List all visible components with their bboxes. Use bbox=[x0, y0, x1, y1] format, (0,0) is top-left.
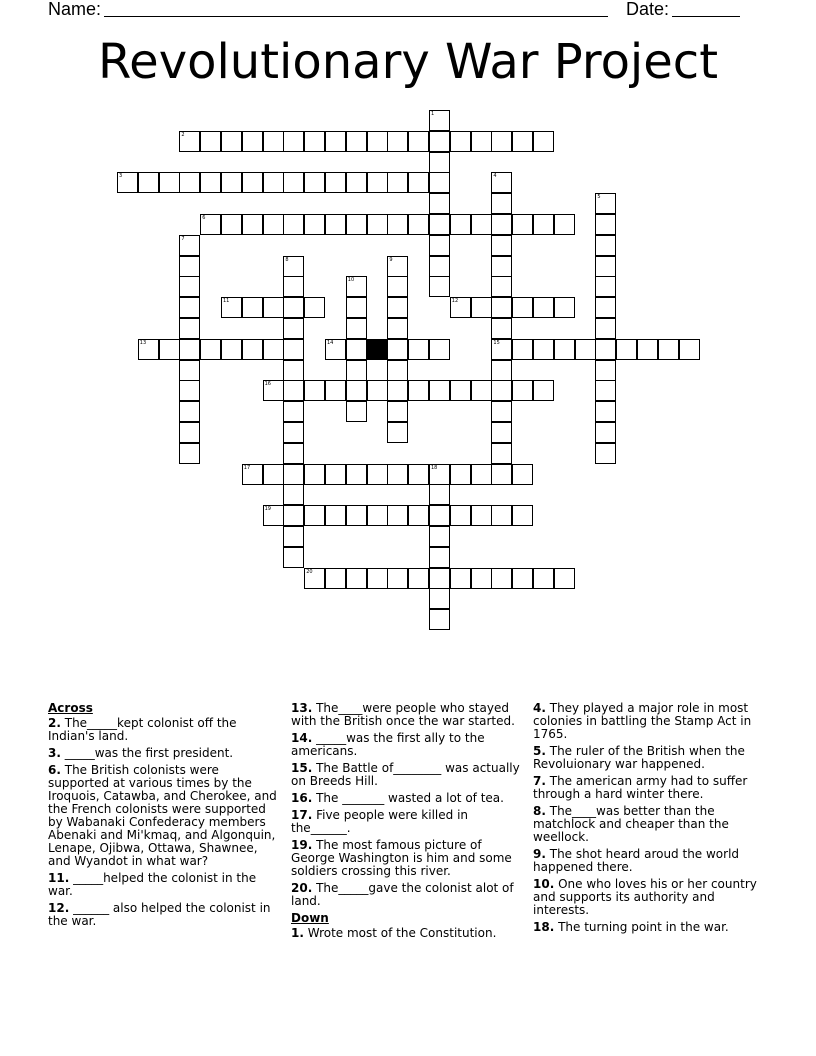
clues-column-2 bbox=[291, 702, 523, 944]
crossword-cell[interactable] bbox=[491, 235, 512, 256]
crossword-cell[interactable] bbox=[263, 172, 284, 193]
name-label: Name: bbox=[48, 0, 102, 19]
clue-item-text: The Battle of________ was actually on Breeds Hill. bbox=[291, 761, 520, 788]
clue-item-text: _____was the first ally to the americans. bbox=[291, 731, 485, 758]
crossword-cell[interactable] bbox=[283, 422, 304, 443]
crossword-cell[interactable] bbox=[346, 401, 367, 422]
crossword-cell[interactable] bbox=[429, 505, 450, 526]
crossword-cell[interactable] bbox=[304, 214, 325, 235]
crossword-cell[interactable] bbox=[554, 297, 575, 318]
clue-item-text: The____was better than the matchlock and cheaper than the weellock. bbox=[533, 804, 729, 844]
clue-item-number: 5. bbox=[533, 744, 546, 758]
clue-item bbox=[533, 921, 758, 934]
crossword-cell[interactable] bbox=[346, 318, 367, 339]
crossword-cell[interactable] bbox=[200, 339, 221, 360]
crossword-cell[interactable] bbox=[512, 131, 533, 152]
clue-item-text: They played a major role in most colonies in battling the Stamp Act in 1765. bbox=[533, 701, 752, 741]
crossword-cell[interactable] bbox=[429, 110, 450, 131]
crossword-cell[interactable] bbox=[595, 297, 616, 318]
crossword-cell[interactable] bbox=[283, 443, 304, 464]
crossword-cell[interactable] bbox=[512, 505, 533, 526]
clue-item-text: The turning point in the war. bbox=[554, 920, 729, 934]
crossword-cell[interactable] bbox=[221, 339, 242, 360]
crossword-cell[interactable] bbox=[283, 464, 304, 485]
crossword-cell[interactable] bbox=[595, 235, 616, 256]
clue-item-text: The ruler of the British when the Revoluionary war happened. bbox=[533, 744, 745, 771]
crossword-cell[interactable] bbox=[387, 380, 408, 401]
crossword-cell[interactable] bbox=[595, 256, 616, 277]
crossword-cell[interactable] bbox=[554, 568, 575, 589]
clue-item-text: The shot heard aroud the world happened there. bbox=[533, 847, 740, 874]
crossword-cell[interactable] bbox=[408, 380, 429, 401]
crossword-cell[interactable] bbox=[387, 422, 408, 443]
crossword-cell[interactable] bbox=[179, 256, 200, 277]
crossword-cell[interactable] bbox=[429, 526, 450, 547]
crossword-cell[interactable] bbox=[387, 214, 408, 235]
crossword-cell[interactable] bbox=[408, 339, 429, 360]
crossword-cell[interactable] bbox=[179, 276, 200, 297]
crossword-cell[interactable] bbox=[533, 568, 554, 589]
crossword-cell[interactable] bbox=[387, 360, 408, 381]
crossword-cell[interactable] bbox=[138, 339, 159, 360]
crossword-cell[interactable] bbox=[679, 339, 700, 360]
crossword-black-cell bbox=[367, 339, 388, 360]
clue-item-text: The_____gave the colonist alot of land. bbox=[291, 881, 514, 908]
crossword-cell[interactable] bbox=[221, 172, 242, 193]
crossword-cell[interactable] bbox=[387, 172, 408, 193]
crossword-cell[interactable] bbox=[491, 505, 512, 526]
crossword-cell[interactable] bbox=[346, 297, 367, 318]
crossword-cell[interactable] bbox=[283, 401, 304, 422]
crossword-cell[interactable] bbox=[595, 276, 616, 297]
crossword-cell[interactable] bbox=[263, 297, 284, 318]
crossword-cell[interactable] bbox=[367, 131, 388, 152]
crossword-cell[interactable] bbox=[595, 193, 616, 214]
crossword-cell[interactable] bbox=[221, 297, 242, 318]
clue-number: 3 bbox=[119, 173, 123, 180]
crossword-cell[interactable] bbox=[471, 380, 492, 401]
clue-number: 1 bbox=[431, 111, 435, 117]
crossword-cell[interactable] bbox=[491, 318, 512, 339]
crossword-cell[interactable] bbox=[533, 380, 554, 401]
clue-number: 13 bbox=[139, 339, 147, 346]
clue-item bbox=[291, 927, 523, 940]
crossword-cell[interactable] bbox=[387, 339, 408, 360]
crossword-cell[interactable] bbox=[450, 380, 471, 401]
crossword-cell[interactable] bbox=[304, 297, 325, 318]
crossword-cell[interactable] bbox=[491, 339, 512, 360]
clue-item-text: The american army had to suffer through a hard winter there. bbox=[533, 774, 748, 801]
crossword-cell[interactable] bbox=[242, 339, 263, 360]
crossword-cell[interactable] bbox=[387, 297, 408, 318]
clue-item-text: Wrote most of the Constitution. bbox=[303, 926, 497, 940]
crossword-cell[interactable] bbox=[346, 464, 367, 485]
crossword-cell[interactable] bbox=[346, 380, 367, 401]
crossword-cell[interactable] bbox=[283, 172, 304, 193]
crossword-cell[interactable] bbox=[387, 276, 408, 297]
clue-item bbox=[291, 809, 523, 835]
crossword-cell[interactable] bbox=[429, 193, 450, 214]
crossword-cell[interactable] bbox=[179, 172, 200, 193]
crossword-cell[interactable] bbox=[346, 568, 367, 589]
crossword-cell[interactable] bbox=[367, 214, 388, 235]
crossword-cell[interactable] bbox=[242, 172, 263, 193]
crossword-cell[interactable] bbox=[283, 297, 304, 318]
clue-number: 10 bbox=[347, 277, 355, 284]
crossword-cell[interactable] bbox=[512, 214, 533, 235]
clue-item-number: 3. bbox=[48, 746, 61, 760]
clues-column-3 bbox=[533, 702, 758, 938]
crossword-cell[interactable] bbox=[512, 568, 533, 589]
clue-number: 17 bbox=[243, 464, 251, 471]
crossword-cell[interactable] bbox=[304, 172, 325, 193]
down-heading: Down bbox=[291, 911, 329, 925]
crossword-cell[interactable] bbox=[491, 568, 512, 589]
crossword-cell[interactable] bbox=[491, 401, 512, 422]
crossword-cell[interactable] bbox=[595, 360, 616, 381]
crossword-cell[interactable] bbox=[387, 568, 408, 589]
clue-item bbox=[291, 839, 523, 878]
crossword-cell[interactable] bbox=[512, 297, 533, 318]
clue-item bbox=[533, 745, 758, 771]
crossword-cell[interactable] bbox=[595, 318, 616, 339]
clue-number: 2 bbox=[181, 131, 185, 138]
crossword-cell[interactable] bbox=[283, 318, 304, 339]
crossword-cell[interactable] bbox=[304, 464, 325, 485]
crossword-cell[interactable] bbox=[179, 131, 200, 152]
crossword-cell[interactable] bbox=[283, 380, 304, 401]
crossword-cell[interactable] bbox=[491, 214, 512, 235]
crossword-cell[interactable] bbox=[471, 505, 492, 526]
crossword-cell[interactable] bbox=[491, 276, 512, 297]
crossword-cell[interactable] bbox=[263, 380, 284, 401]
crossword-cell[interactable] bbox=[595, 214, 616, 235]
crossword-cell[interactable] bbox=[450, 568, 471, 589]
clue-item-number: 19. bbox=[291, 838, 313, 852]
across-heading: Across bbox=[48, 701, 93, 715]
crossword-cell[interactable] bbox=[387, 256, 408, 277]
clue-number: 5 bbox=[597, 194, 601, 201]
clue-item-text: _____helped the colonist in the war. bbox=[48, 871, 257, 898]
clue-item bbox=[291, 792, 523, 805]
crossword-cell[interactable] bbox=[346, 172, 367, 193]
page-title: Revolutionary War Project bbox=[97, 34, 719, 90]
clue-item bbox=[48, 747, 280, 760]
crossword-cell[interactable] bbox=[283, 131, 304, 152]
crossword-cell[interactable] bbox=[554, 339, 575, 360]
clue-item-number: 16. bbox=[291, 791, 313, 805]
crossword-cell[interactable] bbox=[533, 339, 554, 360]
crossword-cell[interactable] bbox=[575, 339, 596, 360]
crossword-cell[interactable] bbox=[387, 318, 408, 339]
clue-item-text: _____was the first president. bbox=[60, 746, 234, 760]
clue-item-number: 12. bbox=[48, 901, 70, 915]
crossword-cell[interactable] bbox=[117, 172, 138, 193]
crossword-cell[interactable] bbox=[367, 172, 388, 193]
crossword-cell[interactable] bbox=[179, 422, 200, 443]
crossword-cell[interactable] bbox=[512, 339, 533, 360]
clue-item-text: The _______ wasted a lot of tea. bbox=[312, 791, 504, 805]
crossword-cell[interactable] bbox=[491, 422, 512, 443]
crossword-cell[interactable] bbox=[283, 214, 304, 235]
crossword-cell[interactable] bbox=[346, 505, 367, 526]
crossword-cell[interactable] bbox=[387, 131, 408, 152]
crossword-cell[interactable] bbox=[491, 360, 512, 381]
clue-number: 9 bbox=[389, 256, 393, 263]
clue-number: 4 bbox=[493, 173, 497, 180]
clue-number: 20 bbox=[306, 568, 313, 575]
crossword-cell[interactable] bbox=[283, 339, 304, 360]
crossword-cell[interactable] bbox=[429, 339, 450, 360]
crossword-cell[interactable] bbox=[200, 131, 221, 152]
clue-item-text: The_____kept colonist off the Indian's land. bbox=[48, 716, 237, 743]
crossword-cell[interactable] bbox=[325, 380, 346, 401]
crossword-cell[interactable] bbox=[304, 131, 325, 152]
crossword-cell[interactable] bbox=[387, 505, 408, 526]
clue-number: 14 bbox=[327, 339, 334, 346]
crossword-cell[interactable] bbox=[263, 214, 284, 235]
crossword-cell[interactable] bbox=[429, 152, 450, 173]
crossword-cell[interactable] bbox=[450, 297, 471, 318]
crossword-cell[interactable] bbox=[429, 568, 450, 589]
crossword-cell[interactable] bbox=[491, 193, 512, 214]
crossword-cell[interactable] bbox=[387, 464, 408, 485]
crossword-cell[interactable] bbox=[242, 214, 263, 235]
crossword-cell[interactable] bbox=[450, 505, 471, 526]
crossword-cell[interactable] bbox=[200, 214, 221, 235]
clue-item bbox=[48, 902, 280, 928]
clue-number: 7 bbox=[181, 235, 185, 242]
clue-number: 8 bbox=[285, 256, 289, 263]
clue-item bbox=[533, 878, 758, 917]
clue-item-number: 2. bbox=[48, 716, 61, 730]
crossword-cell[interactable] bbox=[450, 131, 471, 152]
clue-item-number: 17. bbox=[291, 808, 313, 822]
crossword-cell[interactable] bbox=[491, 256, 512, 277]
crossword-cell[interactable] bbox=[450, 214, 471, 235]
clue-item-number: 1. bbox=[291, 926, 304, 940]
crossword-cell[interactable] bbox=[408, 131, 429, 152]
crossword-cell[interactable] bbox=[491, 172, 512, 193]
crossword-cell[interactable] bbox=[367, 380, 388, 401]
crossword-cell[interactable] bbox=[491, 380, 512, 401]
crossword-cell[interactable] bbox=[138, 172, 159, 193]
clue-item-number: 10. bbox=[533, 877, 555, 891]
clue-item-number: 9. bbox=[533, 847, 546, 861]
clue-number: 16 bbox=[264, 381, 271, 388]
crossword-cell[interactable] bbox=[304, 380, 325, 401]
crossword-cell[interactable] bbox=[242, 131, 263, 152]
clue-item bbox=[48, 717, 280, 743]
clue-item bbox=[291, 882, 523, 908]
crossword-cell[interactable] bbox=[200, 172, 221, 193]
clue-item-text: Five people were killed in the______. bbox=[291, 808, 469, 835]
clue-item bbox=[48, 872, 280, 898]
crossword-cell[interactable] bbox=[242, 297, 263, 318]
clue-item bbox=[533, 805, 758, 844]
crossword-cell[interactable] bbox=[346, 276, 367, 297]
clue-item-number: 13. bbox=[291, 701, 313, 715]
crossword-cell[interactable] bbox=[616, 339, 637, 360]
clue-number: 12 bbox=[451, 298, 459, 305]
crossword-cell[interactable] bbox=[554, 214, 575, 235]
crossword-cell[interactable] bbox=[325, 214, 346, 235]
crossword-cell[interactable] bbox=[325, 339, 346, 360]
crossword-cell[interactable] bbox=[159, 339, 180, 360]
date-label: Date: bbox=[626, 0, 670, 19]
crossword-cell[interactable] bbox=[471, 131, 492, 152]
crossword-cell[interactable] bbox=[367, 568, 388, 589]
crossword-cell[interactable] bbox=[325, 568, 346, 589]
crossword-cell[interactable] bbox=[429, 464, 450, 485]
crossword-cell[interactable] bbox=[429, 276, 450, 297]
crossword-cell[interactable] bbox=[450, 464, 471, 485]
crossword-cell[interactable] bbox=[263, 464, 284, 485]
crossword-cell[interactable] bbox=[346, 214, 367, 235]
crossword-cell[interactable] bbox=[471, 568, 492, 589]
crossword-cell[interactable] bbox=[533, 297, 554, 318]
clue-number: 11 bbox=[223, 298, 230, 305]
crossword-cell[interactable] bbox=[471, 297, 492, 318]
clue-item-text: The British colonists were supported at various times by the Iroquois, Catawba, and Cherokee, and the French colonists were supported by Wabanaki Confederacy members Abenaki and Mi'kmaq, and Algonquin, Lenape, Ojibwa, Ottawa, Shawnee, and Wyandot in what war? bbox=[48, 763, 277, 868]
crossword-cell[interactable] bbox=[429, 547, 450, 568]
crossword-cell[interactable] bbox=[325, 172, 346, 193]
crossword-cell[interactable] bbox=[263, 505, 284, 526]
crossword-cell[interactable] bbox=[429, 172, 450, 193]
clues-column-1 bbox=[48, 702, 280, 932]
clue-number: 6 bbox=[202, 215, 206, 221]
crossword-cell[interactable] bbox=[367, 505, 388, 526]
crossword-cell[interactable] bbox=[429, 214, 450, 235]
clue-item-number: 14. bbox=[291, 731, 313, 745]
crossword-cell[interactable] bbox=[595, 380, 616, 401]
crossword-cell[interactable] bbox=[346, 131, 367, 152]
crossword-cell[interactable] bbox=[595, 422, 616, 443]
clue-item bbox=[533, 775, 758, 801]
clue-item bbox=[291, 762, 523, 788]
crossword-cell[interactable] bbox=[429, 235, 450, 256]
clue-item-number: 4. bbox=[533, 701, 546, 715]
crossword-cell[interactable] bbox=[429, 609, 450, 630]
crossword-cell[interactable] bbox=[283, 360, 304, 381]
crossword-cell[interactable] bbox=[283, 547, 304, 568]
crossword-cell[interactable] bbox=[179, 318, 200, 339]
crossword-cell[interactable] bbox=[346, 339, 367, 360]
crossword-cell[interactable] bbox=[179, 401, 200, 422]
crossword-cell[interactable] bbox=[221, 131, 242, 152]
crossword-cell[interactable] bbox=[429, 380, 450, 401]
crossword-cell[interactable] bbox=[221, 214, 242, 235]
crossword-cell[interactable] bbox=[491, 131, 512, 152]
crossword-cell[interactable] bbox=[512, 380, 533, 401]
clue-number: 18 bbox=[431, 464, 438, 471]
crossword-cell[interactable] bbox=[325, 505, 346, 526]
crossword-cell[interactable] bbox=[491, 443, 512, 464]
crossword-cell[interactable] bbox=[263, 339, 284, 360]
crossword-cell[interactable] bbox=[533, 131, 554, 152]
clue-number: 15 bbox=[493, 339, 500, 346]
crossword-cell[interactable] bbox=[367, 464, 388, 485]
clue-item-number: 18. bbox=[533, 920, 555, 934]
crossword-cell[interactable] bbox=[491, 297, 512, 318]
clue-item-text: The____were people who stayed with the British once the war started. bbox=[291, 701, 515, 728]
crossword-cell[interactable] bbox=[408, 568, 429, 589]
crossword-cell[interactable] bbox=[179, 443, 200, 464]
clue-item-number: 20. bbox=[291, 881, 313, 895]
crossword-cell[interactable] bbox=[658, 339, 679, 360]
clue-item-number: 8. bbox=[533, 804, 546, 818]
clue-item-number: 11. bbox=[48, 871, 70, 885]
crossword-cell[interactable] bbox=[491, 464, 512, 485]
crossword-cell[interactable] bbox=[471, 464, 492, 485]
crossword-cell[interactable] bbox=[159, 172, 180, 193]
crossword-cell[interactable] bbox=[283, 526, 304, 547]
clue-item-number: 15. bbox=[291, 761, 313, 775]
clue-item-text: ______ also helped the colonist in the war. bbox=[48, 901, 271, 928]
crossword-cell[interactable] bbox=[429, 588, 450, 609]
crossword-cell[interactable] bbox=[595, 443, 616, 464]
crossword-cell[interactable] bbox=[179, 339, 200, 360]
crossword-cell[interactable] bbox=[408, 505, 429, 526]
crossword-cell[interactable] bbox=[283, 276, 304, 297]
crossword-cell[interactable] bbox=[595, 339, 616, 360]
clue-item bbox=[533, 848, 758, 874]
crossword-cell[interactable] bbox=[533, 214, 554, 235]
crossword-cell[interactable] bbox=[637, 339, 658, 360]
clue-item-number: 6. bbox=[48, 763, 61, 777]
crossword-cell[interactable] bbox=[242, 464, 263, 485]
crossword-cell[interactable] bbox=[283, 505, 304, 526]
crossword-cell[interactable] bbox=[429, 131, 450, 152]
crossword-cell[interactable] bbox=[283, 256, 304, 277]
clue-number: 19 bbox=[264, 506, 271, 513]
crossword-cell[interactable] bbox=[408, 172, 429, 193]
clue-item-number: 7. bbox=[533, 774, 546, 788]
crossword-cell[interactable] bbox=[263, 131, 284, 152]
clue-item-text: One who loves his or her country and supports its authority and interests. bbox=[533, 877, 757, 917]
crossword-cell[interactable] bbox=[179, 235, 200, 256]
crossword-cell[interactable] bbox=[179, 297, 200, 318]
crossword-cell[interactable] bbox=[595, 401, 616, 422]
crossword-cell[interactable] bbox=[408, 214, 429, 235]
crossword-cell[interactable] bbox=[304, 505, 325, 526]
crossword-cell[interactable] bbox=[408, 464, 429, 485]
clue-item bbox=[291, 732, 523, 758]
crossword-cell[interactable] bbox=[512, 464, 533, 485]
crossword-cell[interactable] bbox=[387, 401, 408, 422]
clue-item-text: The most famous picture of George Washington is him and some soldiers crossing this river. bbox=[291, 838, 512, 878]
crossword-cell[interactable] bbox=[304, 568, 325, 589]
clue-item bbox=[291, 702, 523, 728]
crossword-cell[interactable] bbox=[429, 484, 450, 505]
crossword-cell[interactable] bbox=[283, 484, 304, 505]
clue-item bbox=[48, 764, 280, 868]
crossword-cell[interactable] bbox=[325, 131, 346, 152]
crossword-cell[interactable] bbox=[179, 380, 200, 401]
crossword-cell[interactable] bbox=[471, 214, 492, 235]
crossword-cell[interactable] bbox=[179, 360, 200, 381]
crossword-cell[interactable] bbox=[429, 256, 450, 277]
crossword-cell[interactable] bbox=[325, 464, 346, 485]
clue-item bbox=[533, 702, 758, 741]
crossword-cell[interactable] bbox=[346, 360, 367, 381]
